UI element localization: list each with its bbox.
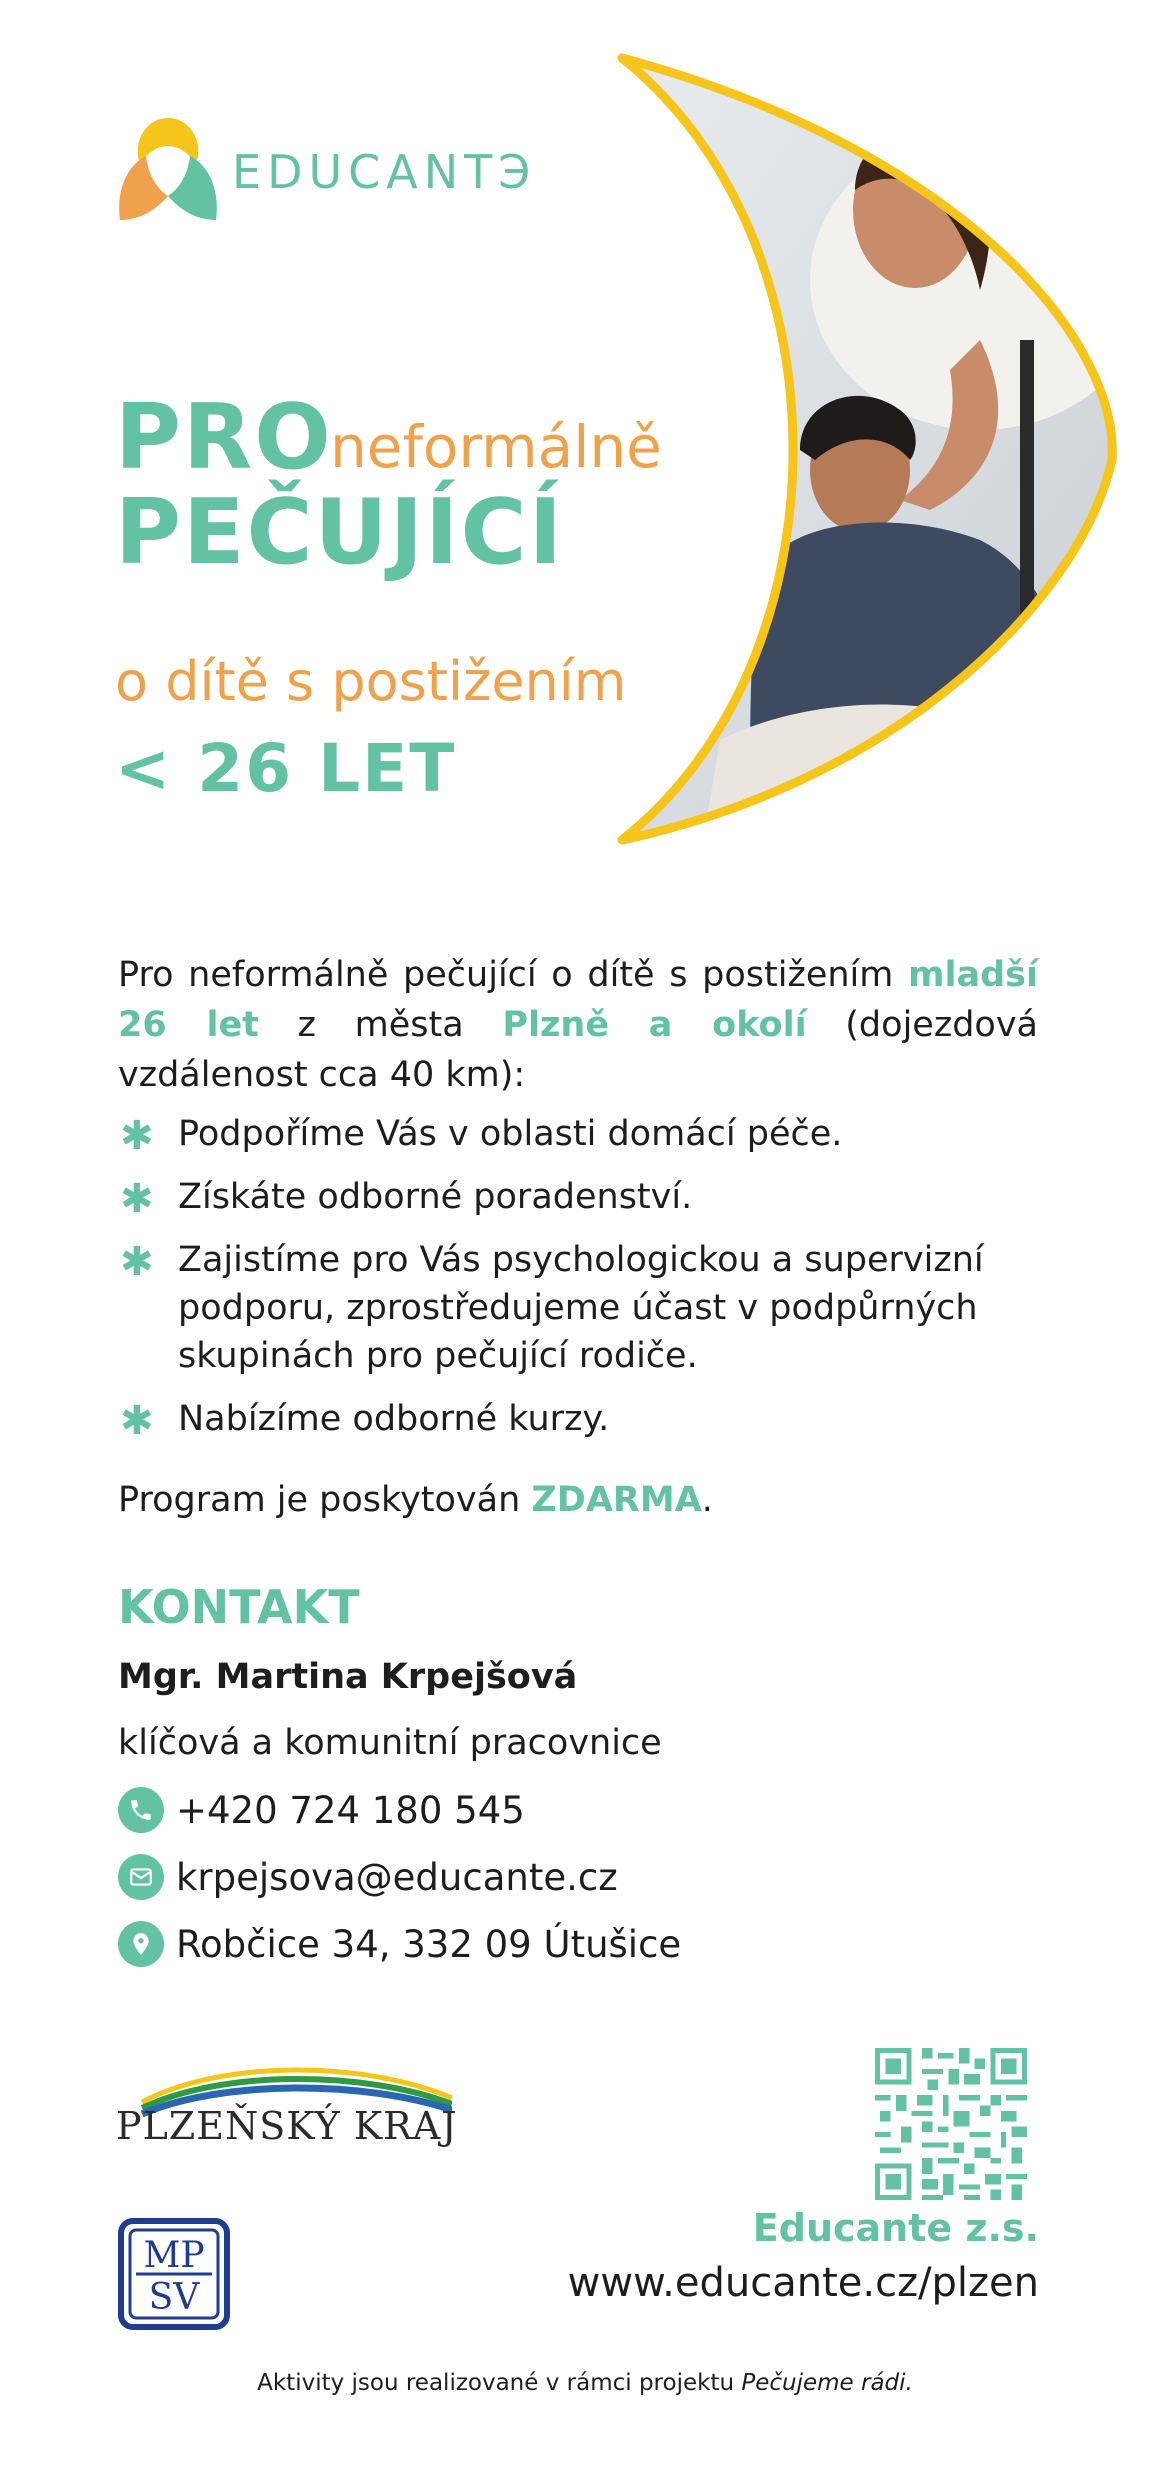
mpsv-bottom-text: SV bbox=[148, 2277, 200, 2318]
intro-highlight-age: mladší 26 let bbox=[118, 955, 1038, 1045]
plzensky-kraj-text: PLZEŇSKÝ KRAJ bbox=[116, 2104, 458, 2148]
list-item bbox=[118, 1173, 1058, 1221]
footer-note bbox=[0, 2370, 1170, 2396]
mpsv-top-text: MP bbox=[143, 2235, 205, 2276]
contact-role: klíčová a komunitní pracovnice bbox=[118, 1723, 662, 1763]
hero-neformalne: neformálně bbox=[330, 413, 662, 481]
contact-address-row bbox=[118, 1919, 681, 1969]
contact-heading: KONTAKT bbox=[118, 1580, 360, 1634]
contact-address: Robčice 34, 332 09 Útušice bbox=[176, 1922, 682, 1966]
list-item-text: Získáte odborné poradenství. bbox=[178, 1177, 693, 1217]
contact-email: krpejsova@educante.cz bbox=[176, 1855, 618, 1899]
website-link[interactable]: www.educante.cz/plzen bbox=[567, 2260, 1039, 2306]
hero-subtitle: o dítě s postižením bbox=[115, 650, 627, 713]
hero-photo bbox=[600, 40, 1160, 860]
list-item-text: Zajistíme pro Vás psychologickou a supervizní podporu, zprostředujeme účast v podpůrných skupinách pro pečující rodiče. bbox=[178, 1240, 984, 1376]
contact-name: Mgr. Martina Krpejšová bbox=[118, 1657, 578, 1697]
intro-highlight-city: Plzně a okolí bbox=[502, 1005, 807, 1045]
list-item-text: Nabízíme odborné kurzy. bbox=[178, 1399, 610, 1439]
contact-phone-row[interactable] bbox=[118, 1785, 525, 1835]
intro-text-1: Pro neformálně pečující o dítě s postižením bbox=[118, 955, 894, 995]
hero-age: < 26 LET bbox=[115, 730, 457, 807]
email-icon bbox=[118, 1854, 164, 1900]
hero-pecujici: PEČUJÍCÍ bbox=[115, 480, 565, 585]
location-pin-icon bbox=[118, 1921, 164, 1967]
footer-note-text: Aktivity jsou realizované v rámci projektu bbox=[257, 2370, 735, 2396]
list-item bbox=[118, 1110, 1058, 1158]
contact-email-row[interactable] bbox=[118, 1852, 618, 1902]
hero-pro: PRO bbox=[115, 385, 333, 490]
intro-paragraph bbox=[118, 950, 1038, 1100]
program-end: . bbox=[701, 1480, 713, 1520]
organization-name: Educante z.s. bbox=[752, 2206, 1039, 2250]
asterisk-icon: ✱ bbox=[120, 1398, 154, 1444]
list-item bbox=[118, 1236, 1058, 1380]
program-free: ZDARMA bbox=[531, 1480, 702, 1520]
educante-logo-icon bbox=[112, 112, 224, 224]
asterisk-icon: ✱ bbox=[120, 1176, 154, 1222]
list-item-text: Podpoříme Vás v oblasti domácí péče. bbox=[178, 1114, 843, 1154]
services-list bbox=[118, 1110, 1058, 1458]
mpsv-logo-icon bbox=[118, 2218, 230, 2330]
footer-note-project: Pečujeme rádi. bbox=[741, 2370, 913, 2396]
intro-text-3: (dojezdová vzdálenost cca 40 km): bbox=[118, 1005, 1038, 1095]
list-item bbox=[118, 1395, 1058, 1443]
asterisk-icon: ✱ bbox=[120, 1113, 154, 1159]
asterisk-icon: ✱ bbox=[120, 1239, 154, 1285]
program-text: Program je poskytován bbox=[118, 1480, 521, 1520]
intro-text-2: z města bbox=[297, 1005, 464, 1045]
phone-icon bbox=[118, 1787, 164, 1833]
contact-phone: +420 724 180 545 bbox=[176, 1788, 525, 1832]
program-note bbox=[118, 1480, 713, 1520]
logo-wordmark: EDUCANTЭ bbox=[232, 145, 537, 199]
qr-code[interactable] bbox=[875, 2048, 1027, 2200]
